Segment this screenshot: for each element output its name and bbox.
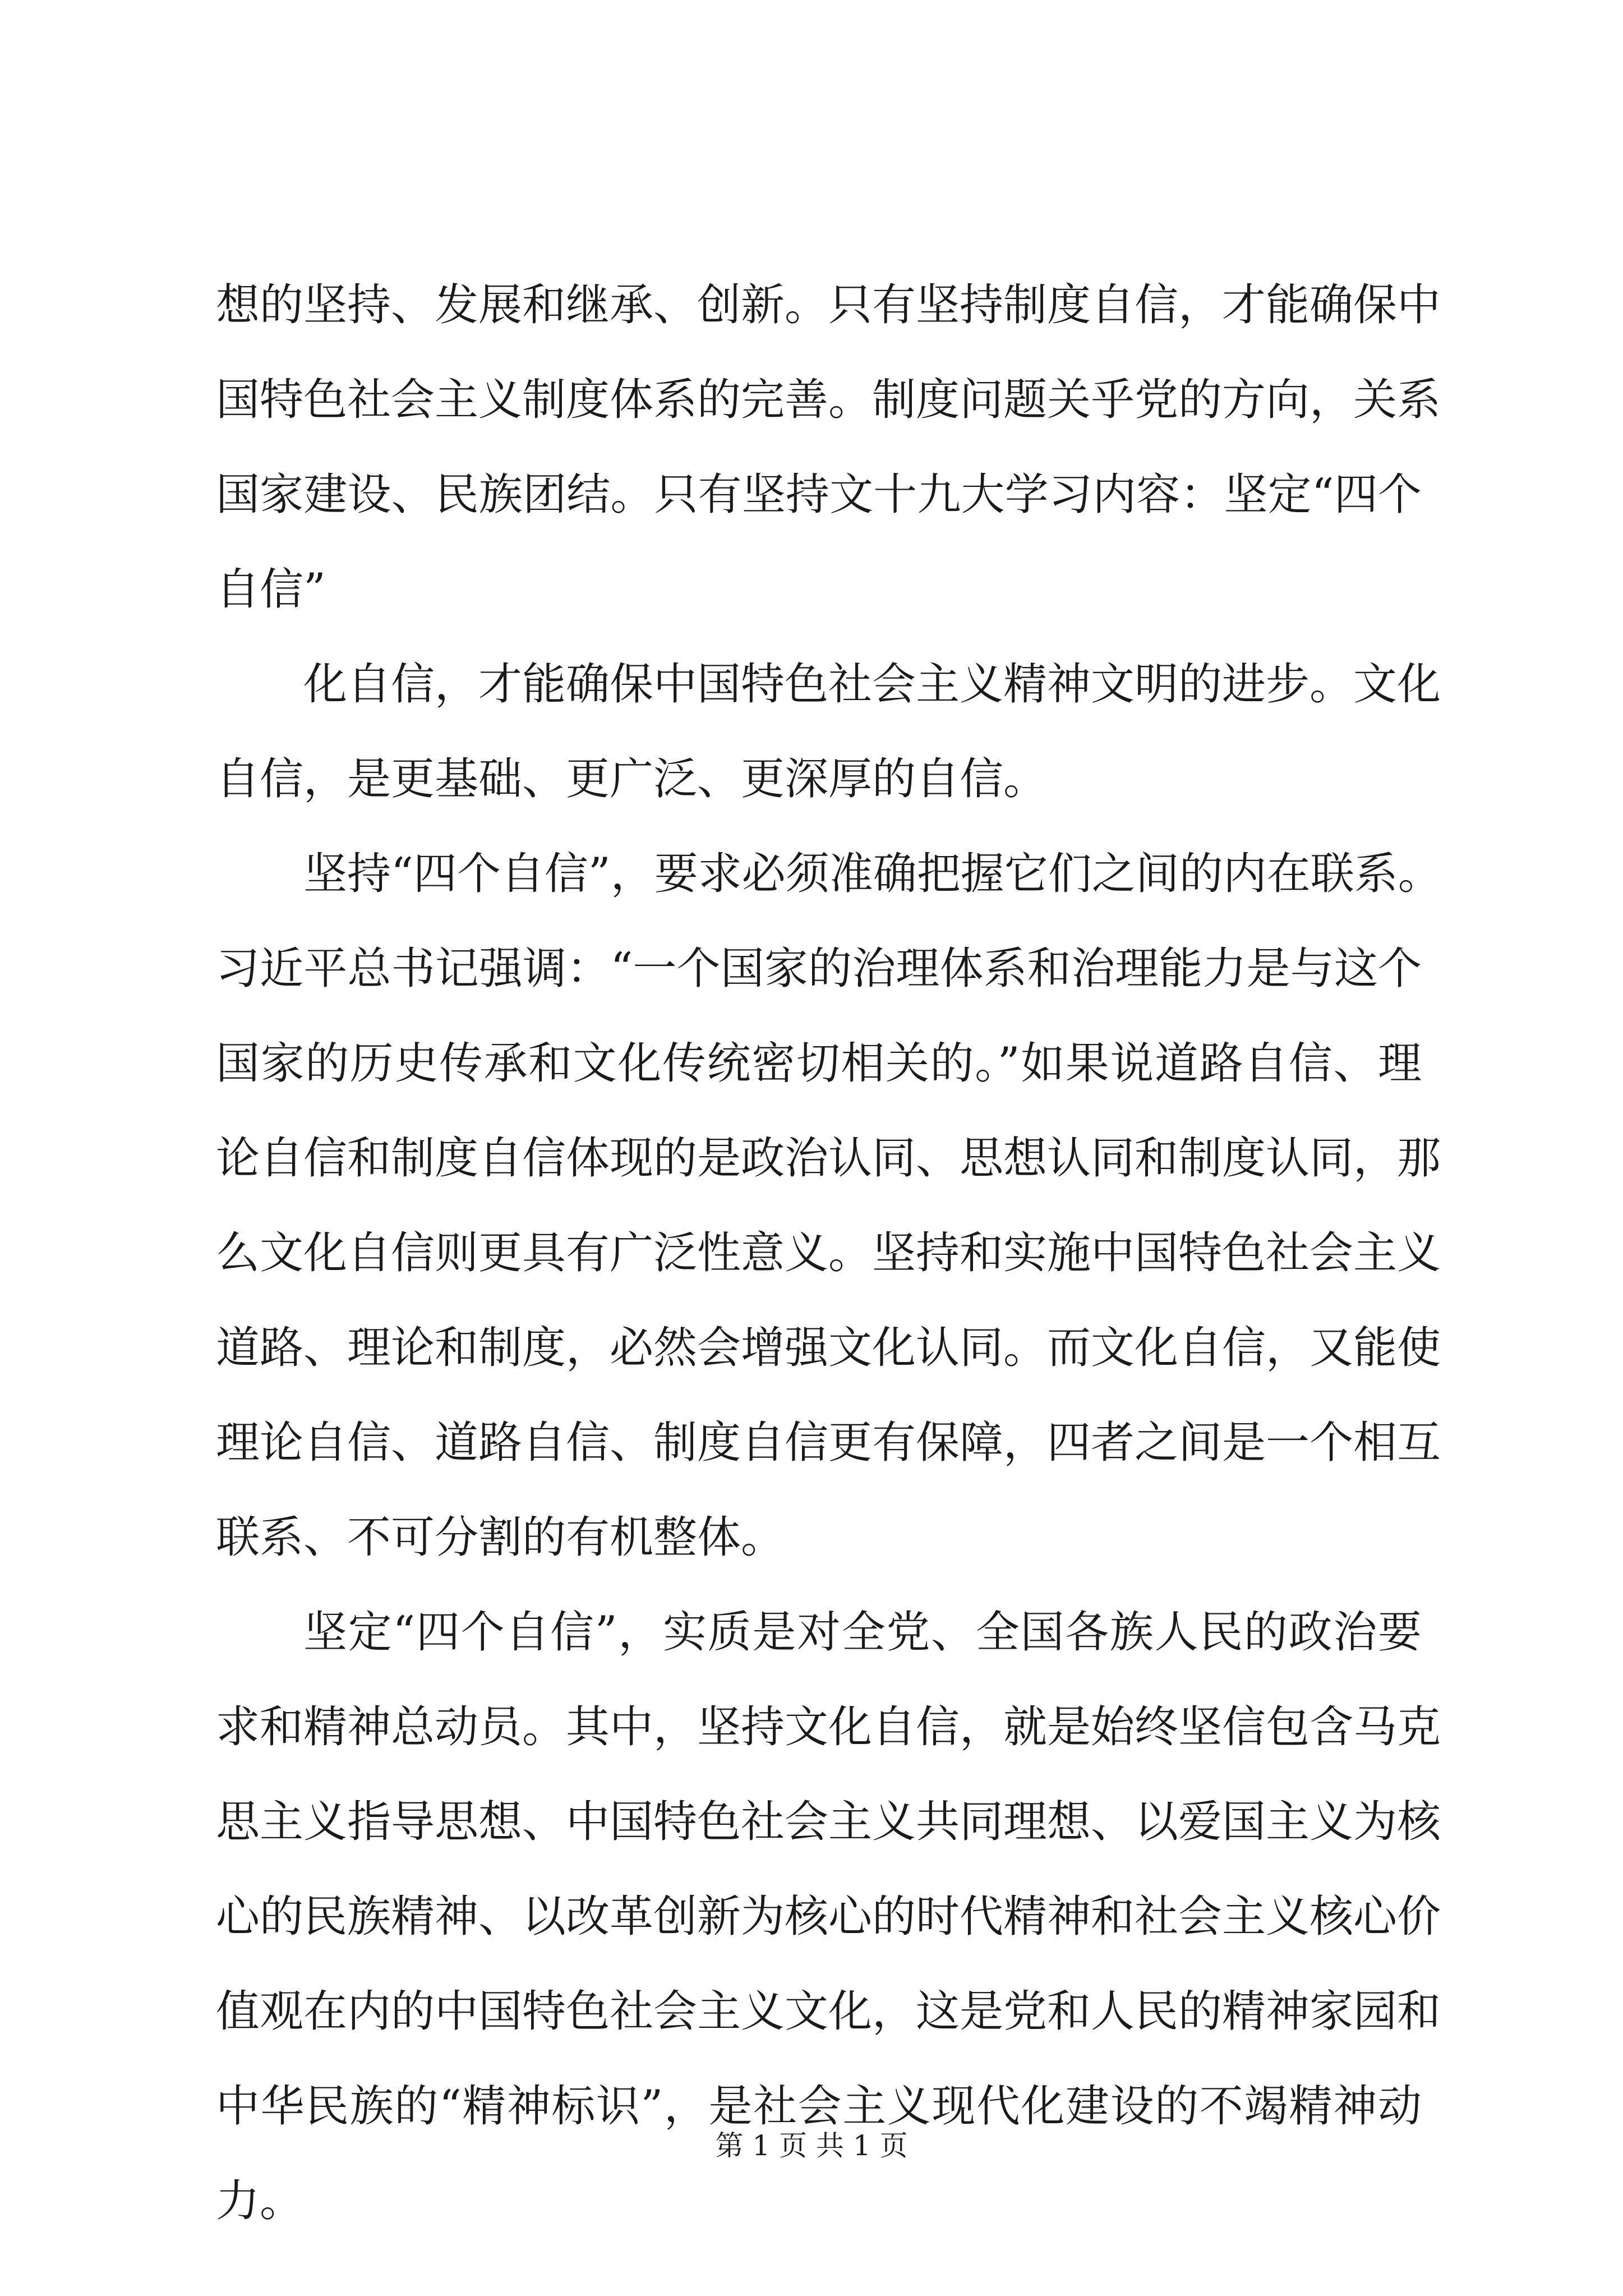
text-line: 思主义指导思想、中国特色社会主义共同理想、以爱国主义为核 xyxy=(216,1797,1441,1847)
text-line: 坚持“四个自信”，要求必须准确把握它们之间的内在联系。 xyxy=(303,849,1442,899)
page-footer xyxy=(0,2129,1623,2162)
text-line: 力。 xyxy=(216,2176,304,2226)
text-line: 想的坚持、发展和继承、创新。只有坚持制度自信，才能确保中 xyxy=(216,280,1441,330)
text-line: 求和精神总动员。其中，坚持文化自信，就是始终坚信包含马克 xyxy=(216,1702,1441,1752)
text-line: 么文化自信则更具有广泛性意义。坚持和实施中国特色社会主义 xyxy=(216,1228,1441,1278)
text-line: 理论自信、道路自信、制度自信更有保障，四者之间是一个相互 xyxy=(216,1418,1441,1468)
document-body xyxy=(216,280,1442,2274)
text-line: 国特色社会主义制度体系的完善。制度问题关乎党的方向，关系 xyxy=(216,375,1441,425)
text-line: 心的民族精神、以改革创新为核心的时代精神和社会主义核心价 xyxy=(216,1892,1441,1942)
text-line: 坚定“四个自信”，实质是对全党、全国各族人民的政治要 xyxy=(303,1607,1422,1658)
text-line: 自信，是更基础、更广泛、更深厚的自信。 xyxy=(216,754,1048,804)
text-line: 中华民族的“精神标识”，是社会主义现代化建设的不竭精神动 xyxy=(216,2081,1422,2132)
text-line: 国家建设、民族团结。只有坚持文十九大学习内容：坚定“四个 xyxy=(216,470,1422,520)
text-line: 联系、不可分割的有机整体。 xyxy=(216,1512,785,1563)
page-number-label: 第 1 页 共 1 页 xyxy=(715,2129,908,2162)
text-line: 自信” xyxy=(216,564,326,615)
text-line: 道路、理论和制度，必然会增强文化认同。而文化自信，又能使 xyxy=(216,1323,1441,1373)
text-line: 国家的历史传承和文化传统密切相关的。”如果说道路自信、理 xyxy=(216,1038,1422,1089)
text-line: 化自信，才能确保中国特色社会主义精神文明的进步。文化 xyxy=(303,659,1441,710)
text-line: 值观在内的中国特色社会主义文化，这是党和人民的精神家园和 xyxy=(216,1986,1441,2037)
text-line: 习近平总书记强调：“一个国家的治理体系和治理能力是与这个 xyxy=(216,944,1422,994)
text-line: 论自信和制度自信体现的是政治认同、思想认同和制度认同，那 xyxy=(216,1133,1441,1184)
